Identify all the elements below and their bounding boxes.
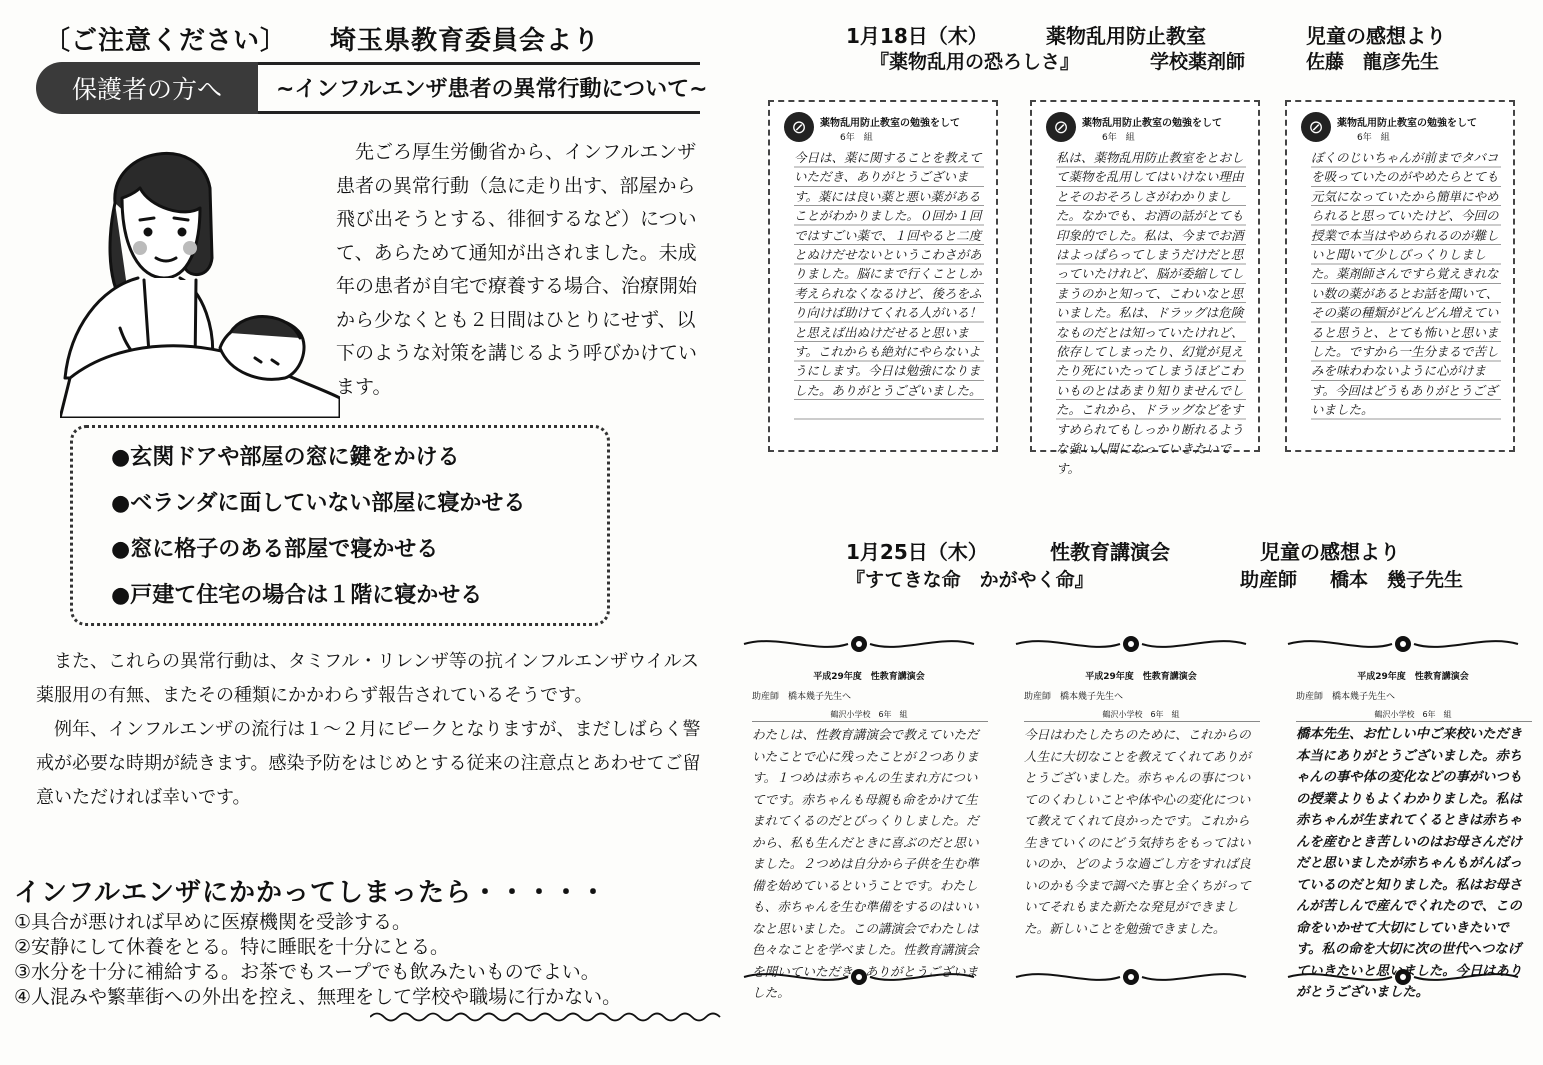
card-class: 6年 組: [1357, 133, 1390, 143]
measure-item: ●窓に格子のある部屋で寝かせる: [111, 537, 439, 562]
sex-event: 性教育講演会: [1050, 540, 1170, 564]
card-class: 6年 組: [840, 133, 873, 143]
sheet-head: 平成29年度 性教育講演会: [1085, 672, 1197, 682]
sheet-head: 平成29年度 性教育講演会: [1357, 672, 1469, 682]
drug-speaker: 佐藤 龍彦先生: [1306, 51, 1440, 73]
if-infected-steps: [14, 910, 621, 1010]
sheet-text: わたしは、性教育講演会で教えていただいたことで心に残ったことが２つあります。１つめは赤ちゃんの生まれ方についてです。赤ちゃんも母親も命をかけて生まれてくるのだとびっくりしました。だから、私も生んだときに喜ぶのだと思いました。２つめは自分から子供を生む準備を始めているということです。わたしも、赤ちゃんを生む準備をするのはいいなと思いました。この講演会でわたしは色々なことを学べました。性教育講演会を聞いていただき、ありがとうございました。: [752, 721, 988, 959]
step-item: ④人混みや繁華街への外出を控え、無理をして学校や職場に行かない。: [14, 986, 622, 1008]
sheet-to: 助産師 橋本幾子先生へ: [752, 692, 852, 702]
card-title: 薬物乱用防止教室の勉強をして: [1337, 118, 1477, 129]
sheet-school: 鶴沢小学校 6年 組: [1102, 710, 1180, 719]
drug-card: [1030, 100, 1260, 476]
sheet-to: 助産師 橋本幾子先生へ: [1296, 692, 1396, 702]
banner-rule-top: [258, 62, 700, 65]
flourish-ornament: [1010, 965, 1252, 989]
card-text: 今日は、薬に関することを教えていただき、ありがとうございます。薬には良い薬と悪い薬があることがわかりました。０回か１回ではすごい薬で、１回やると二度とぬけだせないというこわさがありました。脳にまで行くことしか考えられなくなるけど、後ろをふり向けば助けてくれる人がいる！と思えば出ぬけだせると思います。これからも絶対にやらないようにします。今日は勉強になりました。ありがとうございました。: [794, 148, 984, 438]
drug-role: 学校薬剤師: [1150, 51, 1246, 73]
sheet-head: 平成29年度 性教育講演会: [813, 672, 925, 682]
no-drug-icon: ⊘: [1046, 112, 1076, 142]
drug-card: [768, 100, 998, 452]
step-item: ①具合が悪ければ早めに医療機関を受診する。: [14, 911, 412, 933]
lecture-sheet: [744, 665, 994, 1000]
flourish-ornament: [1282, 632, 1524, 656]
sex-speaker: 橋本 幾子先生: [1330, 569, 1464, 591]
notice-paragraph: また、これらの異常行動は、タミフル・リレンザ等の抗インフルエンザウイルス薬服用の有無、またその種類にかかわらず報告されているそうです。: [36, 651, 700, 706]
mother-child-illustration: [60, 128, 340, 418]
wavy-underline: [370, 1010, 726, 1024]
sheet-school: 鶴沢小学校 6年 組: [830, 710, 908, 719]
card-text: 私は、薬物乱用防止教室をとおして薬物を乱用してはいけない理由とそのおそろしさがわかりました。なかでも、お酒の話がとても印象的でした。私は、今までお酒はよっぱらってしまうだけだと思っていたけれど、脳が委縮してしまうのかと知って、こわいなと思いました。私は、ドラッグは危険なものだとは知っていたけれど、依存してしまったり、幻覚が見えたり死にいたってしまうほどこわいものとはあまり知りませんでした。これから、ドラッグなどをすすめられてもしっかり断れるような強い人間になっていきたいです。: [1056, 148, 1246, 438]
sex-impressions: 児童の感想より: [1260, 540, 1400, 564]
board-heading: 埼玉県教育委員会より: [330, 26, 601, 56]
sex-role: 助産師: [1240, 569, 1298, 591]
sheet-school: 鶴沢小学校 6年 組: [1374, 710, 1452, 719]
sheet-text: 今日はわたしたちのために、これからの人生に大切なことを教えてくれてありがとうございました。赤ちゃんの事についてのくわしいことや体や心の変化について教えてくれて良かったです。これから生きていくのにどう気持ちをもってはいいのか、どのような過ごし方をすれば良いのかも今まで調べた事と全くちがっていてそれもまた新たな発見ができました。新しいことを勉強できました。: [1024, 721, 1260, 959]
lecture-sheet: [1016, 665, 1266, 965]
measure-item: ●玄関ドアや部屋の窓に鍵をかける: [111, 445, 460, 470]
notice-paragraph: 例年、インフルエンザの流行は１～２月にピークとなりますが、まだしばらく警戒が必要な時期が続きます。感染予防をはじめとする従来の注意点とあわせてご留意いただければ幸いです。: [36, 719, 701, 808]
card-class: 6年 組: [1102, 133, 1135, 143]
notice-body: [36, 645, 704, 815]
drug-theme: 『薬物乱用の恐ろしさ』: [870, 51, 1080, 73]
banner-rule-bottom: [258, 111, 700, 114]
intro-paragraph: [336, 136, 704, 404]
banner-tab: 保護者の方へ: [36, 62, 258, 114]
lecture-sheet: [1288, 665, 1538, 1000]
if-infected-heading: インフルエンザにかかってしまったら・・・・・: [14, 878, 607, 908]
intro-text: 先ごろ厚生労働省から、インフルエンザ患者の異常行動（急に走り出す、部屋から飛び出そうとする、徘徊するなど）について、あらためて通知が出されました。未成年の患者が自宅で療養する場合、治療開始から少なくとも２日間はひとりにせず、以下のような対策を講じるよう呼びかけています。: [336, 141, 698, 398]
drug-date: 1月18日（木）: [846, 24, 988, 48]
sheet-text: 橋本先生、お忙しい中ご来校いただき本当にありがとうございました。赤ちゃんの事や体の変化などの事がいつもの授業よりもよくわかりました。私は赤ちゃんが生まれてくるときは赤ちゃんを産むとき苦しいのはお母さんだけだと思いましたが赤ちゃんもがんばっているのだと知りました。私はお母さんが苦しんで産んでくれたので、この命をいかせて大切にしていきたいです。私の命を大切に次の世代へつなげていきたいと思いました。今日はありがとうございました。: [1296, 721, 1532, 959]
flourish-ornament: [738, 632, 980, 656]
no-drug-icon: ⊘: [784, 112, 814, 142]
banner-subtitle: ~インフルエンザ患者の異常行動について~: [276, 77, 708, 102]
drug-impressions: 児童の感想より: [1306, 24, 1446, 48]
measures-box: [70, 425, 610, 626]
measure-item: ●戸建て住宅の場合は１階に寝かせる: [111, 583, 483, 608]
measure-item: ●ベランダに面していない部屋に寝かせる: [111, 491, 526, 516]
drug-card: [1285, 100, 1515, 452]
step-item: ③水分を十分に補給する。お茶でもスープでも飲みたいものでよい。: [14, 961, 600, 983]
card-title: 薬物乱用防止教室の勉強をして: [1082, 118, 1222, 129]
sex-date: 1月25日（木）: [846, 540, 988, 564]
sex-theme: 『すてきな命 かがやく命』: [846, 569, 1094, 591]
sheet-to: 助産師 橋本幾子先生へ: [1024, 692, 1124, 702]
step-item: ②安静にして休養をとる。特に睡眠を十分にとる。: [14, 936, 450, 958]
no-drug-icon: ⊘: [1301, 112, 1331, 142]
flourish-ornament: [1010, 632, 1252, 656]
drug-event: 薬物乱用防止教室: [1046, 24, 1206, 48]
card-title: 薬物乱用防止教室の勉強をして: [820, 118, 960, 129]
card-text: ぼくのじいちゃんが前までタバコを吸っていたのがやめたらとても元気になっていたから簡単にやめられると思っていたけど、今回の授業で本当はやめられるのが難しいと聞いて少しびっくりしました。薬剤師さんですら覚えきれない数の薬があるとお話を聞いて、その薬の種類がどんどん増えていると思うと、とても怖いと思いました。ですから一生分まるで苦しみを味わわないように心がけます。今回はどうもありがとうございました。: [1311, 148, 1501, 438]
caution-heading: 〔ご注意ください〕: [44, 26, 288, 56]
parents-banner: [36, 62, 708, 114]
